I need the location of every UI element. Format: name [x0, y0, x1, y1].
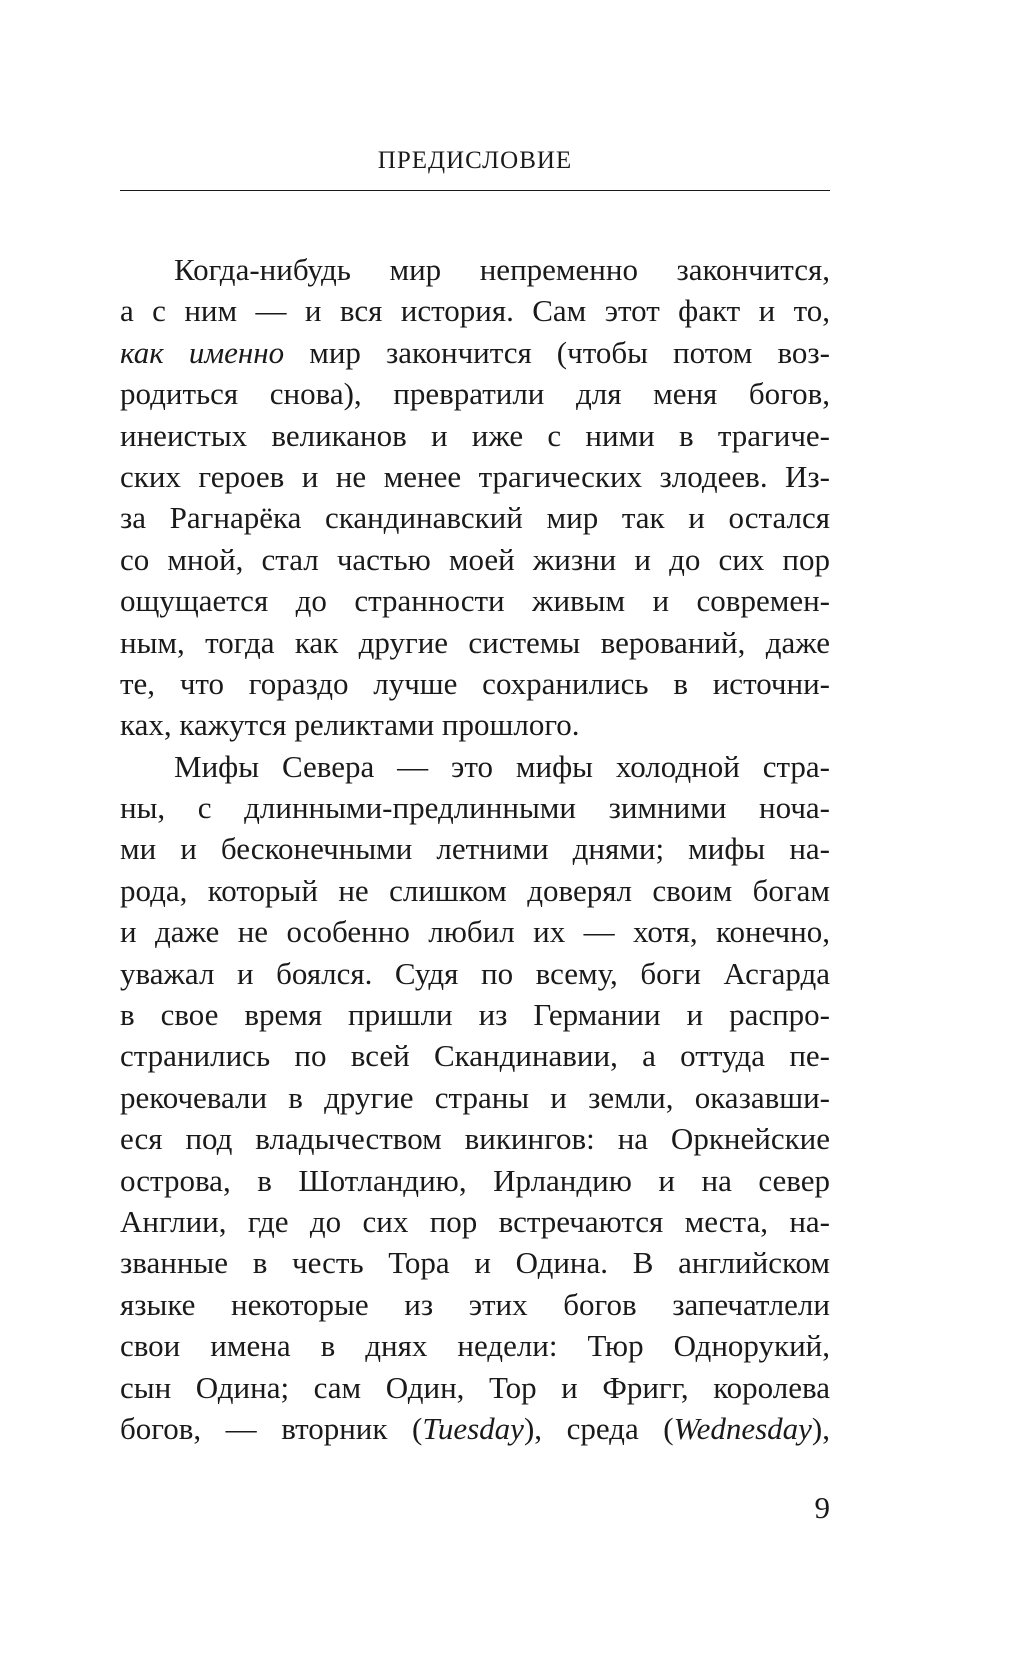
text-run: мир закончится (чтобы потом воз-: [284, 334, 830, 370]
text-run: а с ним — и вся история. Сам этот факт и то,: [120, 293, 830, 329]
text-run: те, что гораздо лучше сохранились в источни-: [120, 665, 830, 701]
text-line: [120, 1242, 830, 1283]
running-head: ПРЕДИСЛОВИЕ: [377, 147, 573, 174]
text-line: [120, 580, 830, 621]
text-run: ощущается до странности живым и современ-: [120, 583, 830, 619]
italic-text: как именно: [120, 334, 285, 370]
text-line: [120, 249, 830, 290]
text-line: [120, 456, 830, 497]
text-run: званные в честь Тора и Одина. В английском: [120, 1245, 830, 1281]
text-line: [120, 1077, 830, 1118]
text-line: [120, 1118, 830, 1159]
text-run: ),: [811, 1410, 830, 1446]
text-run: свои имена в днях недели: Тюр Однорукий,: [120, 1328, 830, 1364]
text-line: [120, 746, 830, 787]
text-line: [120, 332, 830, 373]
italic-text: Wednesday: [673, 1410, 812, 1446]
text-run: острова, в Шотландию, Ирландию и на север: [120, 1162, 830, 1198]
text-run: странились по всей Скандинавии, а оттуда пе-: [120, 1038, 830, 1074]
text-run: богов, — вторник (: [120, 1410, 423, 1446]
text-line: [120, 1325, 830, 1366]
text-run: языке некоторые из этих богов запечатлели: [120, 1286, 830, 1322]
text-line: [120, 663, 830, 704]
text-run: Мифы Севера — это мифы холодной стра-: [174, 748, 830, 784]
text-line: [120, 497, 830, 538]
text-run: Англии, где до сих пор встречаются места, на-: [120, 1203, 830, 1239]
text-line: [120, 622, 830, 663]
text-line: [120, 911, 830, 952]
text-line: [120, 704, 830, 745]
text-run: ), среда (: [523, 1410, 674, 1446]
text-line: [120, 994, 830, 1035]
italic-text: Tuesday: [422, 1410, 524, 1446]
text-run: ми и бесконечными летними днями; мифы на-: [120, 831, 830, 867]
page-number: 9: [814, 1490, 830, 1525]
text-line: [120, 1408, 830, 1449]
text-run: рода, который не слишком доверял своим богам: [120, 872, 830, 908]
text-line: [120, 828, 830, 869]
text-line: [120, 415, 830, 456]
text-run: в свое время пришли из Германии и распро-: [120, 997, 830, 1033]
text-run: ских героев и не менее трагических злодеев. Из-: [120, 458, 830, 494]
text-run: уважал и боялся. Судя по всему, боги Асгарда: [120, 955, 830, 991]
text-run: ным, тогда как другие системы верований, даже: [120, 624, 830, 660]
text-run: рекочевали в другие страны и земли, оказавши-: [120, 1079, 830, 1115]
text-line: [120, 1035, 830, 1076]
text-run: со мной, стал частью моей жизни и до сих пор: [120, 541, 830, 577]
text-run: Когда-нибудь мир непременно закончится,: [174, 252, 830, 287]
text-run: и даже не особенно любил их — хотя, конечно,: [120, 914, 830, 950]
text-run: еся под владычеством викингов: на Оркнейские: [120, 1121, 830, 1157]
header-rule: [120, 190, 830, 191]
text-line: [120, 373, 830, 414]
text-line: [120, 539, 830, 580]
text-line: [120, 870, 830, 911]
text-line: [120, 1284, 830, 1325]
text-line: [120, 787, 830, 828]
text-run: сын Одина; сам Один, Тор и Фригг, королева: [120, 1369, 830, 1405]
text-run: родиться снова), превратили для меня богов,: [120, 376, 830, 412]
text-run: за Рагнарёка скандинавский мир так и остался: [120, 500, 830, 536]
text-run: ны, с длинными-предлинными зимними ноча-: [120, 790, 830, 826]
text-line: [120, 1367, 830, 1408]
text-line: [120, 1201, 830, 1242]
text-line: [120, 1160, 830, 1201]
body-text: [120, 249, 830, 1449]
text-line: [120, 953, 830, 994]
text-run: инеистых великанов и иже с ними в трагиче-: [120, 417, 830, 453]
text-line: [120, 290, 830, 331]
text-run: ках, кажутся реликтами прошлого.: [120, 707, 580, 743]
